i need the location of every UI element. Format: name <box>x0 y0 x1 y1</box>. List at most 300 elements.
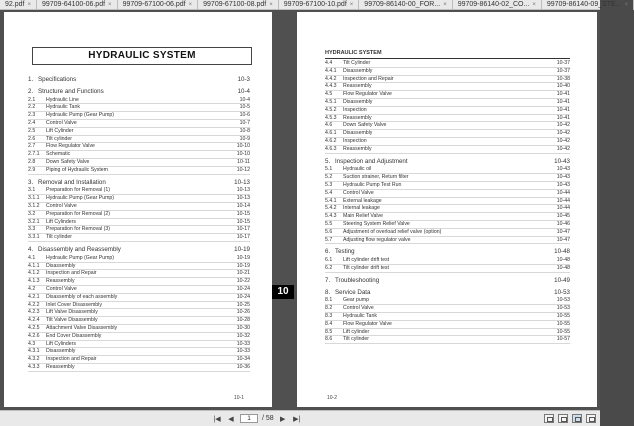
toc-section-heading[interactable] <box>28 247 250 254</box>
single-page-view-icon[interactable] <box>544 414 554 423</box>
toc-entry-number: 3.2 <box>28 210 36 217</box>
toc-entry-label: Control Valve <box>343 189 374 196</box>
toc-section-label: Testing <box>335 248 355 256</box>
toc-entry-number: 6.1 <box>325 257 333 264</box>
toc-right <box>325 60 570 344</box>
toc-entry-number: 4.1.1 <box>28 262 40 269</box>
toc-entry-label: Control Valve <box>46 285 77 292</box>
toc-entry-label: Preparation for Removal (1) <box>46 187 111 194</box>
toc-entry-page: 10-24 <box>236 285 250 292</box>
toc-entry-label: Lift Cylinders <box>46 218 76 225</box>
toc-entry[interactable] <box>28 203 250 211</box>
toc-entry-label: Preparation for Removal (3) <box>46 226 111 233</box>
toc-entry[interactable] <box>325 198 570 206</box>
toc-entry[interactable] <box>28 151 250 159</box>
two-page-continuous-view-icon[interactable] <box>586 414 596 423</box>
toc-entry-number: 4.2.5 <box>28 324 40 331</box>
toc-section-label: Structure and Functions <box>38 87 104 95</box>
toc-entry-label: Hydraulic Pump (Gear Pump) <box>46 254 115 261</box>
toc-entry-page: 10-41 <box>556 98 570 105</box>
toc-entry-label: Tilt cylinder drift test <box>343 264 389 271</box>
toc-entry-number: 2.8 <box>28 158 36 165</box>
toc-section-label: Disassembly and Reassembly <box>38 245 121 253</box>
toc-section-heading[interactable] <box>28 77 250 84</box>
toc-entry[interactable] <box>325 313 570 321</box>
toc-entry-page: 10-33 <box>236 348 250 355</box>
toc-entry-page: 10-53 <box>556 305 570 312</box>
toc-entry[interactable] <box>325 130 570 138</box>
toc-entry-page: 10-24 <box>236 293 250 300</box>
toc-entry-page: 10-42 <box>556 122 570 129</box>
toc-entry[interactable] <box>28 234 250 242</box>
toc-entry-page: 10-25 <box>236 301 250 308</box>
toc-entry-page: 10-46 <box>556 220 570 227</box>
toc-entry-label: Attachment Valve Disassembly <box>46 324 118 331</box>
close-tab-icon[interactable]: × <box>188 2 193 8</box>
toc-entry[interactable] <box>325 138 570 146</box>
toc-entry-number: 5.4.1 <box>325 197 337 204</box>
page-number-input[interactable]: 1 <box>240 414 258 423</box>
toc-section-label: Service Data <box>335 288 371 296</box>
toc-entry-number: 8.1 <box>325 297 333 304</box>
tab-document[interactable] <box>279 0 360 10</box>
toc-entry[interactable] <box>325 99 570 107</box>
continuous-view-icon[interactable] <box>558 414 568 423</box>
toc-entry[interactable] <box>28 325 250 333</box>
toc-entry-page: 10-44 <box>556 197 570 204</box>
toc-entry-label: Inspection and Repair <box>343 75 394 82</box>
toc-entry-label: Down Safety Valve <box>343 122 387 129</box>
toc-left <box>28 72 250 372</box>
toc-section-heading[interactable] <box>28 89 250 96</box>
toc-entry-number: 5.4.3 <box>325 213 337 220</box>
toc-entry[interactable] <box>28 356 250 364</box>
toc-section-page: 10-43 <box>554 157 570 165</box>
toc-entry[interactable] <box>28 294 250 302</box>
toc-entry-label: Tilt Cylinder <box>343 60 371 66</box>
toc-entry[interactable] <box>28 112 250 120</box>
toc-entry-page: 10-42 <box>556 137 570 144</box>
toc-entry-number: 5.5 <box>325 220 333 227</box>
toc-entry[interactable] <box>325 76 570 84</box>
toc-entry[interactable] <box>28 104 250 112</box>
toc-entry-label: Disassembly <box>343 67 373 74</box>
toc-entry[interactable] <box>325 229 570 237</box>
toc-entry-number: 4.4.3 <box>325 83 337 90</box>
toc-entry-number: 4.6.1 <box>325 130 337 137</box>
toc-entry-label: Control Valve <box>343 305 374 312</box>
page-number-right: 10-2 <box>327 395 338 401</box>
toc-entry-page: 10-15 <box>236 218 250 225</box>
toc-entry-number: 4.6 <box>325 122 333 129</box>
toc-entry-number: 2.2 <box>28 104 36 111</box>
close-tab-icon[interactable]: × <box>624 2 629 8</box>
toc-entry[interactable] <box>28 128 250 136</box>
toc-entry-page: 10-41 <box>556 114 570 121</box>
close-tab-icon[interactable]: × <box>349 2 354 8</box>
toc-entry-page: 10-53 <box>556 297 570 304</box>
toc-section-label: Troubleshooting <box>335 276 380 284</box>
total-pages: / 58 <box>262 415 274 422</box>
toc-entry-page: 10-8 <box>239 127 250 134</box>
toc-section-number: 1. <box>28 76 34 83</box>
toc-entry-page: 10-37 <box>556 67 570 74</box>
toc-entry[interactable] <box>28 364 250 372</box>
toc-entry-page: 10-37 <box>556 60 570 66</box>
status-bar <box>0 410 600 426</box>
toc-entry-number: 4.3.1 <box>28 348 40 355</box>
toc-entry-label: Adjusting flow regulator valve <box>343 236 411 243</box>
toc-entry-number: 5.4.2 <box>325 205 337 212</box>
toc-entry[interactable] <box>28 278 250 286</box>
toc-section-number: 5. <box>325 157 331 165</box>
toc-entry[interactable] <box>28 211 250 219</box>
toc-entry[interactable] <box>325 174 570 182</box>
page-left <box>4 12 272 407</box>
toc-entry-label: Steering System Relief Valve <box>343 220 410 227</box>
toc-entry-label: Hydraulic Pump Test Run <box>343 181 402 188</box>
toc-entry-number: 5.2 <box>325 174 333 181</box>
toc-entry[interactable] <box>325 146 570 154</box>
toc-entry-number: 3.1.1 <box>28 195 40 202</box>
toc-entry[interactable] <box>325 60 570 68</box>
close-tab-icon[interactable]: × <box>443 2 447 8</box>
toc-entry[interactable] <box>28 120 250 128</box>
toc-entry-label: Hydraulic oil <box>343 166 372 173</box>
toc-entry[interactable] <box>325 205 570 213</box>
tab-document[interactable] <box>453 0 542 10</box>
toc-entry-page: 10-43 <box>556 181 570 188</box>
running-header: HYDRAULIC SYSTEM <box>325 50 570 59</box>
close-tab-icon[interactable]: × <box>108 2 112 8</box>
toc-entry[interactable] <box>28 341 250 349</box>
toc-section-number: 6. <box>325 248 331 256</box>
toc-entry-number: 3.3 <box>28 226 36 233</box>
toc-entry[interactable] <box>325 265 570 273</box>
toc-entry-page: 10-13 <box>236 195 250 202</box>
toc-entry-number: 2.1 <box>28 96 36 103</box>
toc-entry-page: 10-21 <box>236 270 250 277</box>
toc-entry[interactable] <box>28 333 250 341</box>
toc-entry-label: Inspection and Repair <box>46 270 97 277</box>
toc-entry-number: 4.1.3 <box>28 278 40 285</box>
tab-document[interactable] <box>198 0 279 10</box>
toc-entry-number: 4.5.2 <box>325 106 337 113</box>
toc-entry-label: Tilt cylinder <box>46 135 73 142</box>
toc-entry-label: Internal leakage <box>343 205 380 212</box>
toc-entry[interactable] <box>325 213 570 221</box>
toc-entry[interactable] <box>325 68 570 76</box>
toc-entry[interactable] <box>28 309 250 317</box>
close-tab-icon[interactable]: × <box>269 2 273 8</box>
toc-entry-label: External leakage <box>343 197 382 204</box>
toc-entry-page: 10-28 <box>236 317 250 324</box>
toc-entry-label: Hydraulic Tank <box>46 104 80 111</box>
toc-entry-label: Flow Regulator Valve <box>343 91 392 98</box>
chapter-tab: 10 <box>272 285 294 299</box>
toc-section-page: 10-48 <box>554 248 570 256</box>
toc-entry[interactable] <box>28 195 250 203</box>
toc-entry-number: 4.5.3 <box>325 114 337 121</box>
toc-entry[interactable] <box>28 302 250 310</box>
toc-entry-number: 5.3 <box>325 181 333 188</box>
toc-entry-page: 10-48 <box>556 264 570 271</box>
prev-page-icon[interactable]: ◀ <box>228 415 234 423</box>
toc-entry-page: 10-47 <box>556 236 570 243</box>
document-viewer[interactable] <box>0 10 600 410</box>
toc-entry-label: Inspection <box>343 137 367 144</box>
toc-entry-label: Lift Cylinder <box>46 127 74 134</box>
toc-entry[interactable] <box>28 270 250 278</box>
toc-entry[interactable] <box>325 107 570 115</box>
toc-entry[interactable] <box>28 97 250 105</box>
toc-entry-page: 10-45 <box>556 213 570 220</box>
toc-section-heading[interactable] <box>325 249 570 256</box>
toc-entry-page: 10-6 <box>239 112 250 119</box>
toc-entry-page: 10-40 <box>556 83 570 90</box>
toc-section-page: 10-3 <box>237 76 250 83</box>
toc-entry[interactable] <box>325 336 570 344</box>
toc-entry-label: Lift cylinder drift test <box>343 257 390 264</box>
toc-entry-label: Inspection and Repair <box>46 356 97 363</box>
toc-entry-page: 10-43 <box>556 166 570 173</box>
page-title: HYDRAULIC SYSTEM <box>32 47 252 65</box>
toc-entry-page: 10-44 <box>556 205 570 212</box>
tab-label: 99709-67100-06.pdf <box>122 1 186 8</box>
tab-label: 99709-86140-09_STE... <box>546 1 622 8</box>
toc-entry-label: Adjustment of overload relief valve (option) <box>343 228 442 235</box>
toc-entry-number: 2.4 <box>28 119 36 126</box>
toc-entry-page: 10-32 <box>236 332 250 339</box>
toc-entry[interactable] <box>325 297 570 305</box>
toc-entry-label: Reassembly <box>46 278 75 285</box>
toc-section-heading[interactable] <box>325 290 570 297</box>
toc-entry-label: Inspection <box>343 106 367 113</box>
toc-entry-number: 4.6.2 <box>325 137 337 144</box>
toc-entry[interactable] <box>325 91 570 99</box>
tab-document[interactable] <box>359 0 452 10</box>
view-mode-group <box>544 414 596 423</box>
toc-entry-label: Preparation for Removal (2) <box>46 210 111 217</box>
toc-entry-number: 4.1.2 <box>28 270 40 277</box>
toc-entry-page: 10-44 <box>556 189 570 196</box>
toc-section-number: 8. <box>325 288 331 296</box>
toc-entry-number: 3.2.1 <box>28 218 40 225</box>
toc-entry-page: 10-33 <box>236 340 250 347</box>
close-tab-icon[interactable]: × <box>532 2 536 8</box>
toc-section-heading[interactable] <box>325 278 570 285</box>
toc-entry-number: 2.6 <box>28 135 36 142</box>
toc-section-page: 10-53 <box>554 288 570 296</box>
toc-entry-label: Control Valve <box>46 119 77 126</box>
toc-entry-label: Disassembly of each assembly <box>46 293 118 300</box>
toc-entry[interactable] <box>325 83 570 91</box>
toc-entry-page: 10-55 <box>556 328 570 335</box>
toc-entry-page: 10-22 <box>236 278 250 285</box>
toc-entry[interactable] <box>325 305 570 313</box>
toc-entry[interactable] <box>28 219 250 227</box>
toc-entry[interactable] <box>325 257 570 265</box>
toc-entry-page: 10-48 <box>556 257 570 264</box>
toc-entry[interactable] <box>28 255 250 263</box>
toc-entry-number: 4.2.6 <box>28 332 40 339</box>
toc-entry-label: Piping of Hydraulic System <box>46 166 108 173</box>
toc-entry-number: 8.4 <box>325 320 333 327</box>
toc-entry[interactable] <box>28 136 250 144</box>
toc-entry[interactable] <box>28 226 250 234</box>
toc-entry-page: 10-41 <box>556 91 570 98</box>
toc-section-label: Removal and Installation <box>38 178 106 186</box>
toc-entry[interactable] <box>325 321 570 329</box>
toc-entry[interactable] <box>325 329 570 337</box>
toc-entry-number: 4.4.2 <box>325 75 337 82</box>
tab-document[interactable] <box>118 0 199 10</box>
toc-entry-label: Suction strainer, Return filter <box>343 174 409 181</box>
toc-section-page: 10-19 <box>234 245 250 253</box>
toc-section-number: 3. <box>28 178 34 186</box>
toc-entry[interactable] <box>325 237 570 245</box>
toc-entry-label: Flow Regulator Valve <box>343 320 392 327</box>
toc-entry-page: 10-7 <box>239 119 250 126</box>
toc-entry-number: 5.1 <box>325 166 333 173</box>
page-right <box>297 12 597 407</box>
toc-entry-label: Disassembly <box>46 348 76 355</box>
close-tab-icon[interactable]: × <box>27 2 31 8</box>
toc-entry-page: 10-42 <box>556 130 570 137</box>
toc-entry-page: 10-55 <box>556 320 570 327</box>
toc-entry[interactable] <box>325 190 570 198</box>
toc-entry-label: Reassembly <box>343 83 372 90</box>
toc-entry-number: 8.2 <box>325 305 333 312</box>
toc-entry-label: Reassembly <box>343 145 372 152</box>
toc-entry-number: 4.4 <box>325 60 333 66</box>
tab-document[interactable] <box>0 0 37 10</box>
toc-entry-number: 4.3.3 <box>28 363 40 370</box>
toc-entry-label: End Cover Disassembly <box>46 332 102 339</box>
toc-entry-number: 4.6.3 <box>325 145 337 152</box>
toc-entry-number: 4.5 <box>325 91 333 98</box>
toc-entry-number: 6.2 <box>325 264 333 271</box>
toc-entry[interactable] <box>28 263 250 271</box>
toc-entry-label: Hydraulic Pump (Gear Pump) <box>46 112 115 119</box>
toc-entry-label: Tilt cylinder <box>343 336 370 343</box>
toc-entry-page: 10-57 <box>556 336 570 343</box>
toc-entry-page: 10-26 <box>236 309 250 316</box>
toc-entry-number: 8.3 <box>325 312 333 319</box>
toc-entry-label: Control Valve <box>46 202 77 209</box>
toc-entry-page: 10-43 <box>556 174 570 181</box>
page-navigation <box>212 414 302 423</box>
tab-document[interactable] <box>542 0 634 10</box>
toc-entry-label: Lift cylinder <box>343 328 370 335</box>
toc-entry[interactable] <box>325 221 570 229</box>
toc-entry-number: 2.5 <box>28 127 36 134</box>
tab-document[interactable] <box>37 0 118 10</box>
toc-entry-number: 4.3.2 <box>28 356 40 363</box>
toc-entry-page: 10-19 <box>236 262 250 269</box>
toc-entry-label: Gear pump <box>343 297 369 304</box>
toc-entry-number: 5.7 <box>325 236 333 243</box>
toc-entry-label: Schematic <box>46 151 71 158</box>
toc-section-label: Inspection and Adjustment <box>335 157 408 165</box>
toc-section-heading[interactable] <box>325 159 570 166</box>
toc-entry-page: 10-38 <box>556 75 570 82</box>
toc-entry-label: Lift Cylinders <box>46 340 76 347</box>
toc-entry-number: 2.9 <box>28 166 36 173</box>
toc-entry-number: 5.4 <box>325 189 333 196</box>
toc-entry-number: 2.7.1 <box>28 151 40 158</box>
tab-label: 99709-86140-02_CO... <box>457 1 530 8</box>
toc-entry-page: 10-11 <box>237 158 250 165</box>
toc-entry-page: 10-42 <box>556 145 570 152</box>
toc-entry-number: 4.1 <box>28 254 36 261</box>
toc-entry-number: 2.7 <box>28 143 36 150</box>
toc-entry-page: 10-13 <box>236 187 250 194</box>
toc-entry[interactable] <box>28 167 250 175</box>
tab-label: 92.pdf <box>5 1 25 8</box>
toc-entry[interactable] <box>28 143 250 151</box>
toc-entry-label: Hydraulic Pump (Gear Pump) <box>46 195 115 202</box>
toc-entry-number: 4.2.4 <box>28 317 40 324</box>
toc-entry-number: 3.1 <box>28 187 36 194</box>
toc-section-page: 10-49 <box>554 276 570 284</box>
next-page-icon[interactable]: ▶ <box>279 415 286 423</box>
toc-entry-page: 10-30 <box>236 324 250 331</box>
toc-entry[interactable] <box>28 317 250 325</box>
toc-entry-page: 10-15 <box>236 210 250 217</box>
toc-entry-page: 10-9 <box>239 135 250 142</box>
tab-label: 99709-67100-10.pdf <box>283 1 347 8</box>
toc-entry-number: 8.6 <box>325 336 333 343</box>
two-page-view-icon[interactable] <box>572 414 582 423</box>
toc-entry[interactable] <box>28 286 250 294</box>
toc-entry-page: 10-19 <box>236 254 250 261</box>
toc-entry-page: 10-41 <box>556 106 570 113</box>
toc-entry-page: 10-36 <box>236 363 250 370</box>
toc-entry[interactable] <box>325 122 570 130</box>
toc-entry-label: Reassembly <box>343 114 372 121</box>
tab-label: 99709-86140-00_FOR... <box>364 1 441 8</box>
first-page-icon[interactable]: |◀ <box>213 415 221 423</box>
toc-section-page: 10-13 <box>234 178 250 186</box>
toc-entry-number: 4.5.1 <box>325 98 337 105</box>
tab-label: 99709-67100-08.pdf <box>203 1 267 8</box>
toc-entry-label: Hydraulic Line <box>46 96 79 103</box>
toc-entry[interactable] <box>325 166 570 174</box>
toc-entry-page: 10-17 <box>236 234 250 241</box>
toc-entry-label: Tilt Valve Disassembly <box>46 317 98 324</box>
toc-entry-number: 5.6 <box>325 228 333 235</box>
toc-entry-label: Tilt cylinder <box>46 234 73 241</box>
toc-entry[interactable] <box>28 159 250 167</box>
toc-entry-number: 4.4.1 <box>325 67 337 74</box>
toc-entry-number: 4.2.2 <box>28 301 40 308</box>
toc-entry[interactable] <box>28 348 250 356</box>
toc-entry[interactable] <box>325 182 570 190</box>
toc-entry-label: Main Relief Valve <box>343 213 383 220</box>
toc-entry[interactable] <box>325 115 570 123</box>
last-page-icon[interactable]: ▶| <box>293 415 301 423</box>
toc-entry-page: 10-34 <box>236 356 250 363</box>
toc-entry[interactable] <box>28 187 250 195</box>
toc-section-label: Specifications <box>38 76 77 83</box>
toc-entry-number: 4.2.3 <box>28 309 40 316</box>
toc-section-heading[interactable] <box>28 180 250 187</box>
toc-entry-label: Lift Valve Disassembly <box>46 309 98 316</box>
tab-label: 99709-64100-06.pdf <box>41 1 106 8</box>
toc-entry-page: 10-12 <box>236 166 250 173</box>
toc-entry-label: Down Safety Valve <box>46 158 90 165</box>
